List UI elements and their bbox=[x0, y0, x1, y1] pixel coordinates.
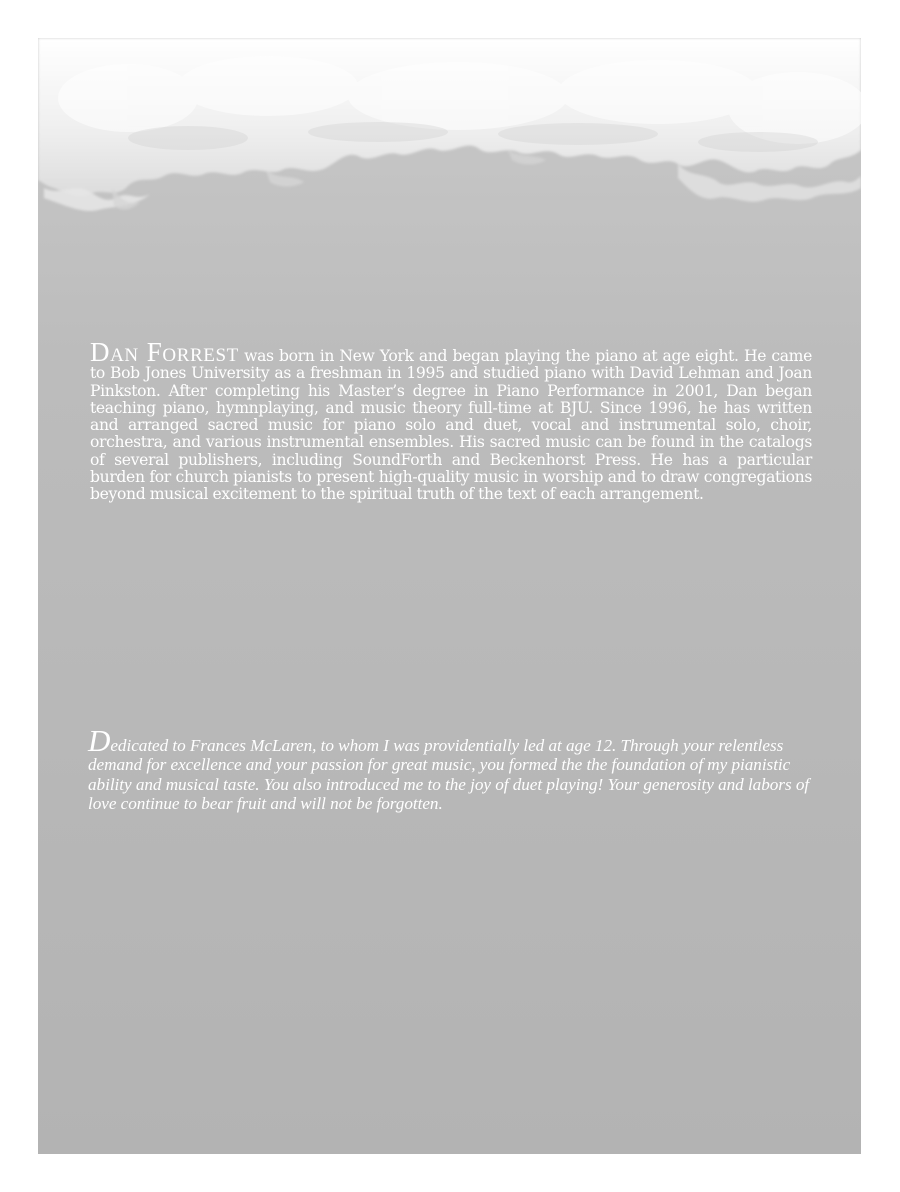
dedication-text: edicated to Frances McLaren, to whom I was providentially led at age 12. Through your relentless demand for excellence and your passion for great music, you formed the the foundation of my pianistic ability and musical taste. You also introduced me to the joy of duet playing! Your generosity and labors of love continue to bear fruit and will not be forgotten. bbox=[88, 736, 810, 814]
author-name: Dan Forrest bbox=[90, 337, 239, 367]
dedication bbox=[88, 723, 810, 814]
dedication-initial: D bbox=[88, 723, 111, 758]
page bbox=[38, 38, 861, 1154]
author-bio bbox=[90, 337, 812, 504]
author-bio-text: was born in New York and began playing the piano at age eight. He came to Bob Jones University as a freshman in 1995 and studied piano with David Lehman and Joan Pinkston. After completing his Master’s degree in Piano Performance in 2001, Dan began teaching piano, hymnplaying, and music theory full-time at BJU. Since 1996, he has written and arranged sacred music for piano solo and duet, vocal and instrumental solo, choir, orchestra, and various instrumental ensembles. His sacred music can be found in the catalogs of several publishers, including SoundForth and Beckenhorst Press. He has a particular burden for church pianists to present high-quality music in worship and to draw congregations beyond musical excitement to the spiritual truth of the text of each arrangement. bbox=[90, 347, 812, 504]
clouds-image bbox=[38, 38, 861, 238]
